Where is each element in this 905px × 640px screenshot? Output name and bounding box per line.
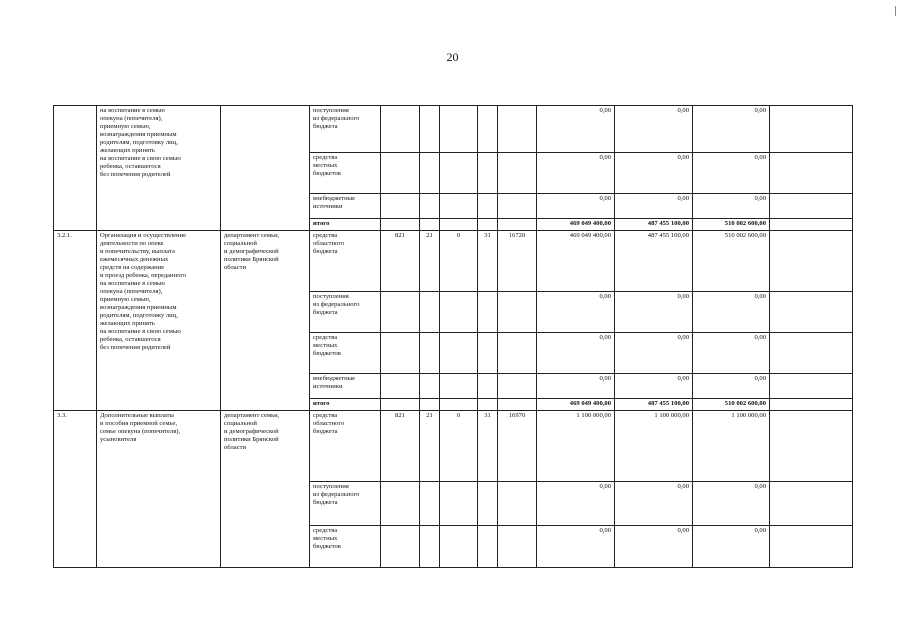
- code-sub: 31: [478, 231, 498, 292]
- amount-year-2: 0,00: [615, 526, 693, 568]
- code-pp: 21: [420, 231, 440, 292]
- code-direction: 16970: [498, 411, 537, 482]
- amount-year-2: 0,00: [615, 292, 693, 333]
- amount-year-2: 0,00: [615, 153, 693, 194]
- amount-year-1: 1 100 000,00: [537, 411, 615, 482]
- amount-year-2: 0,00: [615, 194, 693, 219]
- code-sub: 31: [478, 411, 498, 482]
- code-direction: 16720: [498, 231, 537, 292]
- measure-description: на воспитание в семью опекуна (попечителя), приемную семью, вознаграждения приемным родителям, подготовку лиц, желающих принять на воспитание в свою семью ребенка, оставшегося без попечения родителей: [97, 106, 221, 231]
- code-cell: [498, 106, 537, 153]
- code-pp: 21: [420, 411, 440, 482]
- amount-year-2: 0,00: [615, 106, 693, 153]
- measure-description: Организация и осуществление деятельности по опеке и попечительству, выплата ежемесячных денежных средств на содержание и проезд ребенка, переданного на воспитание в семью опекуна (попечителя), приемную семью, вознаграждения приемным родителям, подготовку лиц, желающих принять на воспитание в свою семью ребенка, оставшегося без попечения родителей: [97, 231, 221, 411]
- table-row: [54, 106, 853, 153]
- amount-year-3: 0,00: [693, 106, 770, 153]
- code-cell: [420, 106, 440, 153]
- amount-year-3: 0,00: [693, 194, 770, 219]
- total-year-2: 487 455 100,00: [615, 399, 693, 411]
- amount-year-1: 0,00: [537, 526, 615, 568]
- amount-year-3: 0,00: [693, 292, 770, 333]
- amount-year-1: 0,00: [537, 374, 615, 399]
- amount-year-2: 1 100 000,00: [615, 411, 693, 482]
- amount-year-1: 0,00: [537, 333, 615, 374]
- amount-year-1: 0,00: [537, 106, 615, 153]
- amount-year-3: 0,00: [693, 526, 770, 568]
- funding-source: внебюджетные источники: [310, 194, 381, 219]
- code-cell: [478, 106, 498, 153]
- amount-year-1: 469 049 400,00: [537, 231, 615, 292]
- amount-year-1: 0,00: [537, 482, 615, 526]
- amount-year-3: 510 002 600,00: [693, 231, 770, 292]
- funding-source: средства областного бюджета: [310, 411, 381, 482]
- page-number: 20: [446, 50, 459, 64]
- total-label: итого: [310, 399, 381, 411]
- funding-source: средства местных бюджетов: [310, 333, 381, 374]
- executor: департамент семьи, социальной и демографической политики Брянской области: [221, 411, 310, 568]
- amount-year-2: 0,00: [615, 374, 693, 399]
- code-cell: [381, 106, 420, 153]
- code-gr: 821: [381, 411, 420, 482]
- amount-year-1: 0,00: [537, 194, 615, 219]
- amount-year-3: 0,00: [693, 482, 770, 526]
- amount-year-2: 0,00: [615, 333, 693, 374]
- budget-table: [53, 105, 853, 568]
- measure-description: Дополнительные выплаты и пособия приемной семье, семье опекуна (попечителя), усыновителя: [97, 411, 221, 568]
- total-year-3: 510 002 600,00: [693, 219, 770, 231]
- amount-year-3: 0,00: [693, 333, 770, 374]
- code-om: 0: [440, 231, 478, 292]
- amount-year-1: 0,00: [537, 153, 615, 194]
- row-number-cell: [54, 106, 97, 231]
- total-year-1: 469 049 400,00: [537, 219, 615, 231]
- row-number: 3.3.: [54, 411, 97, 568]
- code-gr: 821: [381, 231, 420, 292]
- amount-year-3: 0,00: [693, 374, 770, 399]
- code-om: 0: [440, 411, 478, 482]
- funding-source: поступления из федерального бюджета: [310, 106, 381, 153]
- executor-cell: [221, 106, 310, 231]
- amount-year-2: 0,00: [615, 482, 693, 526]
- empty-cell: [770, 106, 853, 153]
- total-label: итого: [310, 219, 381, 231]
- executor: департамент семьи, социальной и демографической политики Брянской области: [221, 231, 310, 411]
- table-row: [54, 411, 853, 482]
- amount-year-3: 1 100 000,00: [693, 411, 770, 482]
- funding-source: поступления из федерального бюджета: [310, 292, 381, 333]
- total-year-2: 487 455 100,00: [615, 219, 693, 231]
- amount-year-1: 0,00: [537, 292, 615, 333]
- edge-mark: [895, 6, 896, 16]
- amount-year-2: 487 455 100,00: [615, 231, 693, 292]
- funding-source: внебюджетные источники: [310, 374, 381, 399]
- funding-source: средства областного бюджета: [310, 231, 381, 292]
- funding-source: средства местных бюджетов: [310, 526, 381, 568]
- amount-year-3: 0,00: [693, 153, 770, 194]
- total-year-3: 510 002 600,00: [693, 399, 770, 411]
- table-row: [54, 231, 853, 292]
- code-cell: [440, 106, 478, 153]
- funding-source: средства местных бюджетов: [310, 153, 381, 194]
- total-year-1: 469 049 400,00: [537, 399, 615, 411]
- row-number: 3.2.1.: [54, 231, 97, 411]
- funding-source: поступления из федерального бюджета: [310, 482, 381, 526]
